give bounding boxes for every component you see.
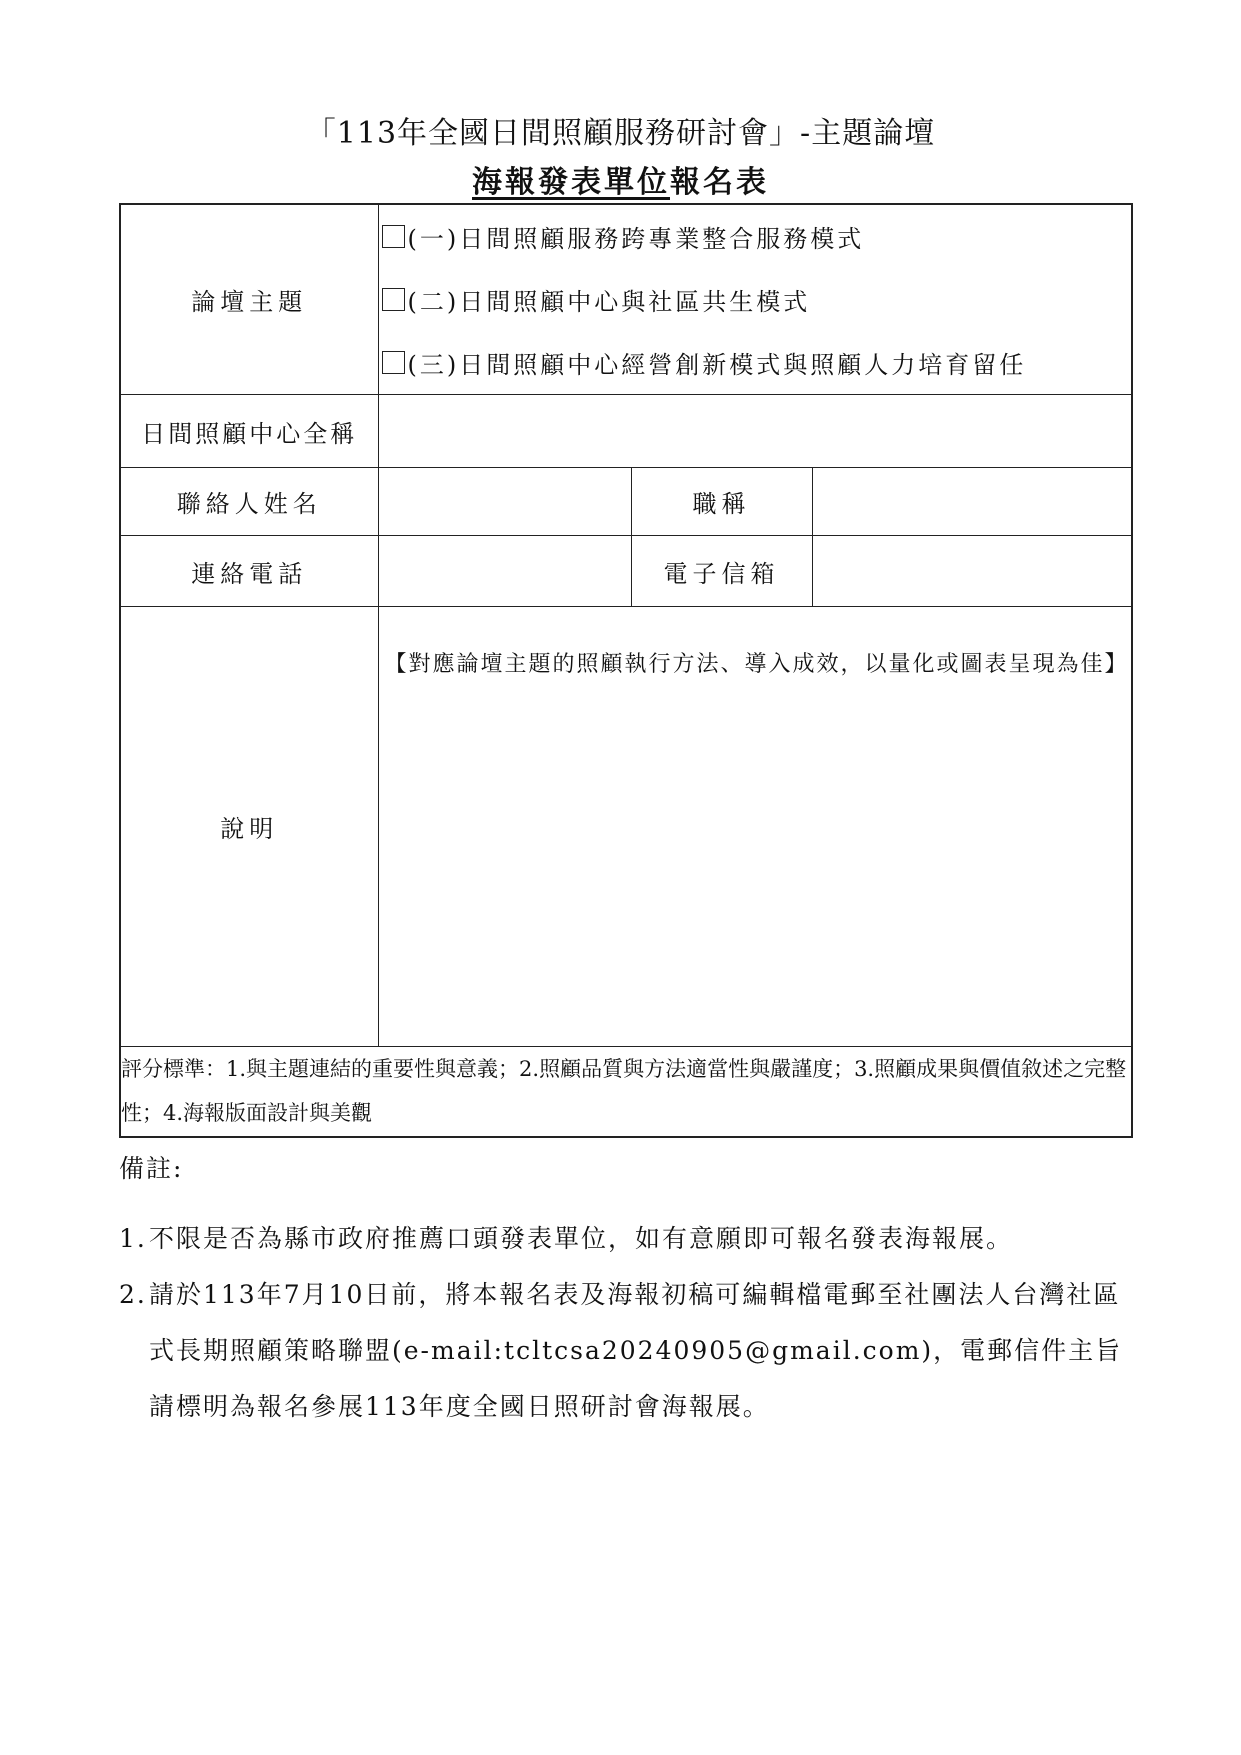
center-name-label: 日間照顧中心全稱 — [120, 395, 378, 468]
topic-label: 論壇主題 — [120, 204, 378, 395]
topic-option-label: (一)日間照顧服務跨專業整合服務模式 — [407, 225, 865, 253]
topic-option-label: (二)日間照顧中心與社區共生模式 — [407, 288, 811, 316]
contact-name-field[interactable] — [378, 468, 631, 536]
notes-section — [119, 1149, 1139, 1435]
topic-option-label: (三)日間照顧中心經營創新模式與照顧人力培育留任 — [407, 351, 1027, 379]
email-label: 電子信箱 — [631, 536, 812, 607]
description-label: 說明 — [120, 607, 378, 1047]
job-title-label: 職稱 — [631, 468, 812, 536]
job-title-field[interactable] — [812, 468, 1132, 536]
document-subtitle — [0, 163, 1241, 203]
topic-option-3[interactable] — [379, 331, 1132, 394]
topic-option-1[interactable] — [379, 205, 1132, 268]
note-text: 請於113年7月10日前，將本報名表及海報初稿可編輯檔電郵至社團法人台灣社區式長期照顧策略聯盟(e-mail:tcltcsa20240905@gmail.com)，電郵信件主旨請標明為報名參展113年度全國日照研討會海報展。 — [149, 1280, 1123, 1421]
email-field[interactable] — [812, 536, 1132, 607]
registration-form — [119, 203, 1133, 1138]
description-field[interactable] — [378, 607, 1132, 1047]
subtitle-underlined: 海報發表單位 — [472, 165, 670, 200]
contact-name-label: 聯絡人姓名 — [120, 468, 378, 536]
checkbox-icon[interactable] — [382, 351, 405, 374]
scoring-criteria: 評分標準：1.與主題連結的重要性與意義；2.照顧品質與方法適當性與嚴謹度；3.照顧成果與價值敘述之完整性；4.海報版面設計與美觀 — [120, 1047, 1132, 1137]
center-name-field[interactable] — [378, 395, 1132, 468]
subtitle-rest: 報名表 — [670, 165, 769, 200]
phone-label: 連絡電話 — [120, 536, 378, 607]
note-number: 2. — [119, 1280, 147, 1309]
topic-options — [378, 204, 1132, 395]
topic-option-2[interactable] — [379, 268, 1132, 331]
phone-field[interactable] — [378, 536, 631, 607]
description-hint: 【對應論壇主題的照顧執行方法、導入成效，以量化或圖表呈現為佳】 — [384, 652, 1129, 677]
note-item-2 — [119, 1267, 1139, 1435]
document-title: 「113年全國日間照顧服務研討會」-主題論壇 — [305, 116, 936, 151]
checkbox-icon[interactable] — [382, 225, 405, 248]
checkbox-icon[interactable] — [382, 288, 405, 311]
note-number: 1. — [119, 1224, 147, 1253]
note-item-1 — [119, 1211, 1139, 1267]
notes-heading: 備註: — [119, 1154, 184, 1183]
note-text: 不限是否為縣市政府推薦口頭發表單位，如有意願即可報名發表海報展。 — [149, 1224, 1014, 1253]
